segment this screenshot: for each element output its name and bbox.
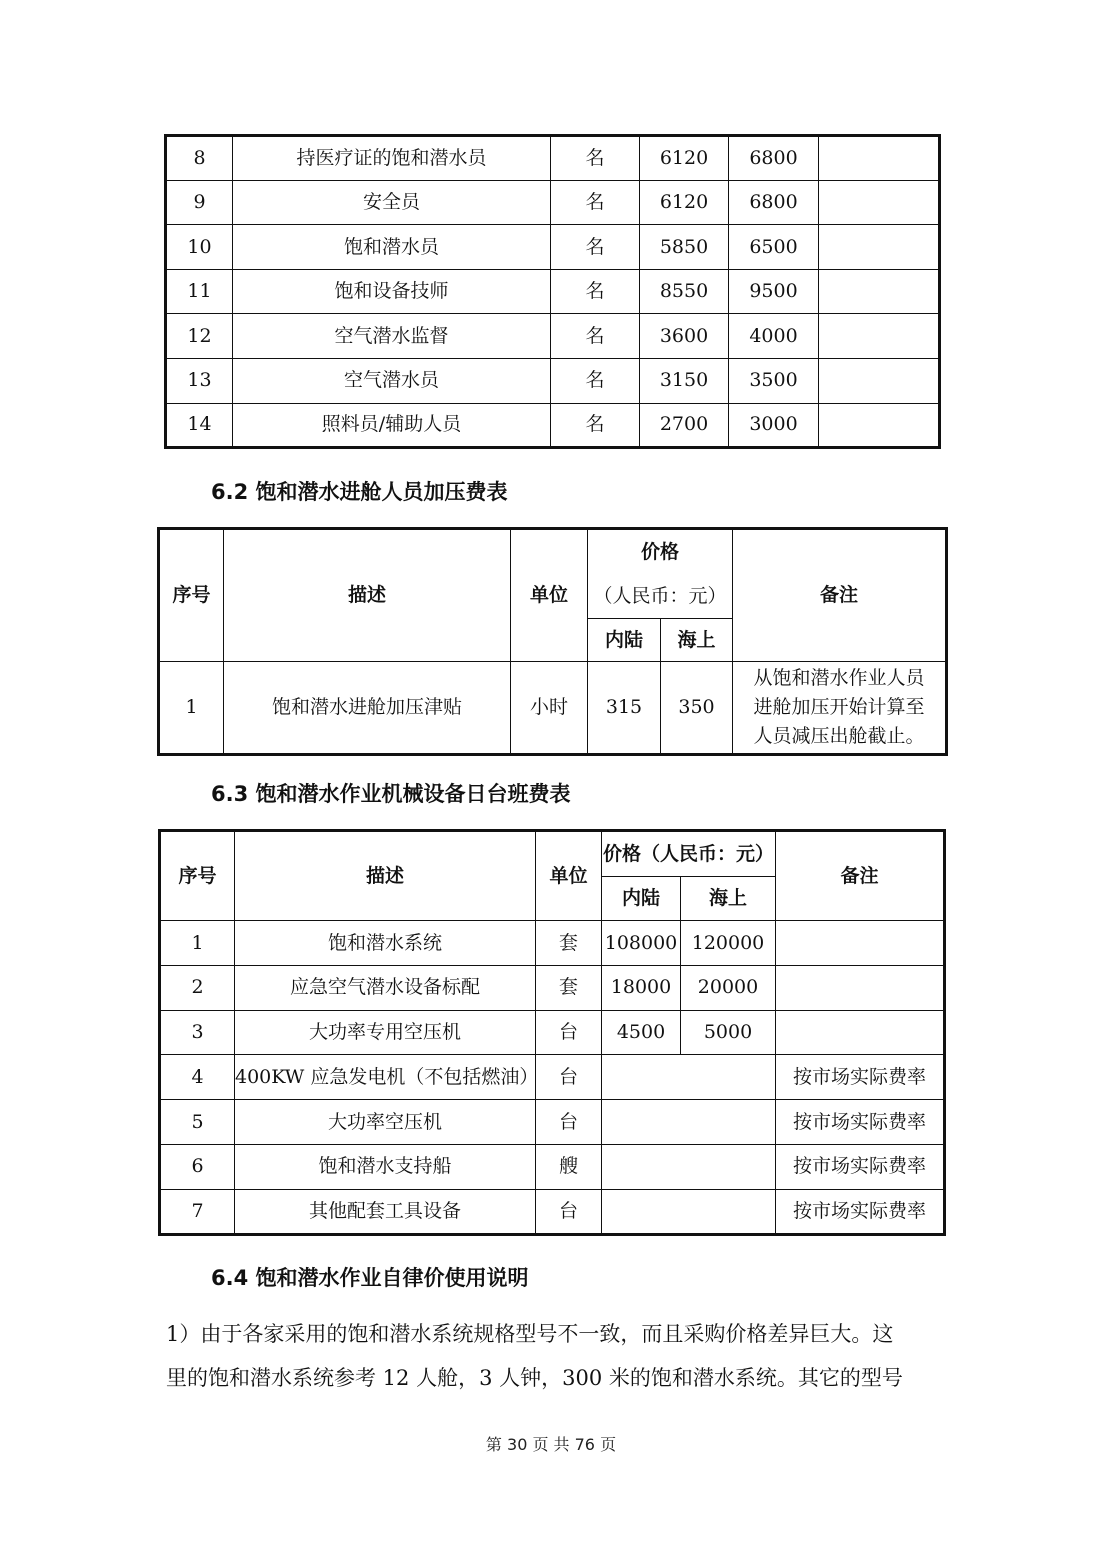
cell-note: 按市场实际费率 [776,1189,945,1234]
cell-desc: 大功率专用空压机 [235,1010,536,1055]
cell-unit: 台 [536,1010,602,1055]
equipment-fee-table-body [160,831,945,1235]
header-inland: 内陆 [588,619,661,662]
cell-inland: 6120 [640,180,729,225]
cell-desc: 饱和潜水支持船 [235,1144,536,1189]
cell-unit: 名 [551,314,640,359]
cell-unit: 名 [551,358,640,403]
cell-desc: 饱和潜水员 [233,225,551,270]
cell-inland: 315 [588,662,661,755]
cell-no: 9 [166,180,233,225]
cell-note: 按市场实际费率 [776,1055,945,1100]
cell-unit: 名 [551,403,640,448]
cell-merged [602,1189,776,1234]
cell-desc: 空气潜水员 [233,358,551,403]
table-row [166,269,940,314]
cell-unit: 名 [551,136,640,181]
header-note: 备注 [733,529,947,662]
cell-unit: 台 [536,1100,602,1145]
header-price-line2: （人民币：元） [593,585,727,607]
cell-note [819,403,940,448]
table-row [166,358,940,403]
cell-note [819,358,940,403]
header-sea: 海上 [681,877,776,921]
table-row [166,403,940,448]
personnel-rate-table [164,134,941,449]
table-row [160,965,945,1010]
cell-no: 13 [166,358,233,403]
cell-unit: 小时 [511,662,588,755]
cell-inland: 108000 [602,921,681,966]
cell-sea: 120000 [681,921,776,966]
cell-note [819,269,940,314]
table-row [160,1189,945,1234]
cell-no: 3 [160,1010,235,1055]
cell-sea: 20000 [681,965,776,1010]
cell-merged [602,1055,776,1100]
cell-desc: 饱和潜水进舱加压津贴 [224,662,511,755]
page-footer: 第 30 页 共 76 页 [485,1435,617,1454]
table-row [166,314,940,359]
cell-unit: 名 [551,225,640,270]
cell-no: 10 [166,225,233,270]
header-price-line1: 价格 [641,541,680,563]
cell-unit: 名 [551,269,640,314]
cell-note [733,662,947,755]
cell-desc: 400KW 应急发电机（不包括燃油） [235,1055,536,1100]
cell-no: 1 [159,662,224,755]
cell-sea: 350 [661,662,733,755]
cell-inland: 2700 [640,403,729,448]
cell-desc: 安全员 [233,180,551,225]
header-unit: 单位 [536,831,602,921]
cell-desc: 其他配套工具设备 [235,1189,536,1234]
cell-no: 2 [160,965,235,1010]
table-row [160,921,945,966]
header-price [588,529,733,619]
cell-inland: 3150 [640,358,729,403]
cell-inland: 6120 [640,136,729,181]
cell-sea: 5000 [681,1010,776,1055]
table-row [160,1055,945,1100]
section-6-3-title: 6.3 饱和潜水作业机械设备日台班费表 [211,782,571,806]
header-unit: 单位 [511,529,588,662]
cell-desc: 饱和设备技师 [233,269,551,314]
header-desc: 描述 [224,529,511,662]
table-row [160,1144,945,1189]
cell-no: 5 [160,1100,235,1145]
cell-desc: 大功率空压机 [235,1100,536,1145]
cell-no: 1 [160,921,235,966]
table-row [166,225,940,270]
cell-desc: 照料员/辅助人员 [233,403,551,448]
cell-merged [602,1100,776,1145]
header-no: 序号 [159,529,224,662]
header-inland: 内陆 [602,877,681,921]
cell-no: 14 [166,403,233,448]
cell-unit: 套 [536,965,602,1010]
header-no: 序号 [160,831,235,921]
cell-sea: 3000 [729,403,819,448]
cell-note [819,314,940,359]
cell-no: 6 [160,1144,235,1189]
cell-sea: 9500 [729,269,819,314]
cell-desc: 应急空气潜水设备标配 [235,965,536,1010]
cell-note [819,180,940,225]
table-row [159,662,947,755]
section-6-2-title: 6.2 饱和潜水进舱人员加压费表 [211,480,508,504]
cell-inland: 8550 [640,269,729,314]
note-line: 从饱和潜水作业人员 [753,667,925,689]
cell-no: 8 [166,136,233,181]
table-row [166,180,940,225]
cell-unit: 套 [536,921,602,966]
cell-unit: 台 [536,1189,602,1234]
table-row [160,1100,945,1145]
cell-note [819,225,940,270]
header-note: 备注 [776,831,945,921]
cell-desc: 饱和潜水系统 [235,921,536,966]
pressurization-fee-table [157,527,948,756]
header-price: 价格（人民币：元） [602,831,776,877]
cell-sea: 6500 [729,225,819,270]
cell-inland: 3600 [640,314,729,359]
table-row [166,136,940,181]
cell-unit: 台 [536,1055,602,1100]
cell-desc: 空气潜水监督 [233,314,551,359]
cell-note [776,1010,945,1055]
personnel-rate-table-body [166,136,940,448]
cell-no: 11 [166,269,233,314]
cell-sea: 6800 [729,180,819,225]
note-line: 进舱加压开始计算至 [753,696,925,718]
cell-no: 12 [166,314,233,359]
cell-inland: 5850 [640,225,729,270]
cell-sea: 3500 [729,358,819,403]
table-row [160,1010,945,1055]
note-line: 人员减压出舱截止。 [753,725,925,747]
cell-unit: 艘 [536,1144,602,1189]
cell-note [776,921,945,966]
cell-note: 按市场实际费率 [776,1100,945,1145]
cell-desc: 持医疗证的饱和潜水员 [233,136,551,181]
header-sea: 海上 [661,619,733,662]
cell-note: 按市场实际费率 [776,1144,945,1189]
cell-note [776,965,945,1010]
cell-no: 4 [160,1055,235,1100]
cell-note [819,136,940,181]
cell-merged [602,1144,776,1189]
cell-sea: 6800 [729,136,819,181]
header-desc: 描述 [235,831,536,921]
cell-inland: 4500 [602,1010,681,1055]
cell-no: 7 [160,1189,235,1234]
cell-unit: 名 [551,180,640,225]
equipment-fee-table [158,829,946,1236]
section-6-4-title: 6.4 饱和潜水作业自律价使用说明 [211,1266,529,1290]
paragraph-line: 1）由于各家采用的饱和潜水系统规格型号不一致，而且采购价格差异巨大。这 [166,1322,894,1346]
cell-inland: 18000 [602,965,681,1010]
paragraph-line: 里的饱和潜水系统参考 12 人舱，3 人钟，300 米的饱和潜水系统。其它的型号 [166,1366,903,1390]
cell-sea: 4000 [729,314,819,359]
